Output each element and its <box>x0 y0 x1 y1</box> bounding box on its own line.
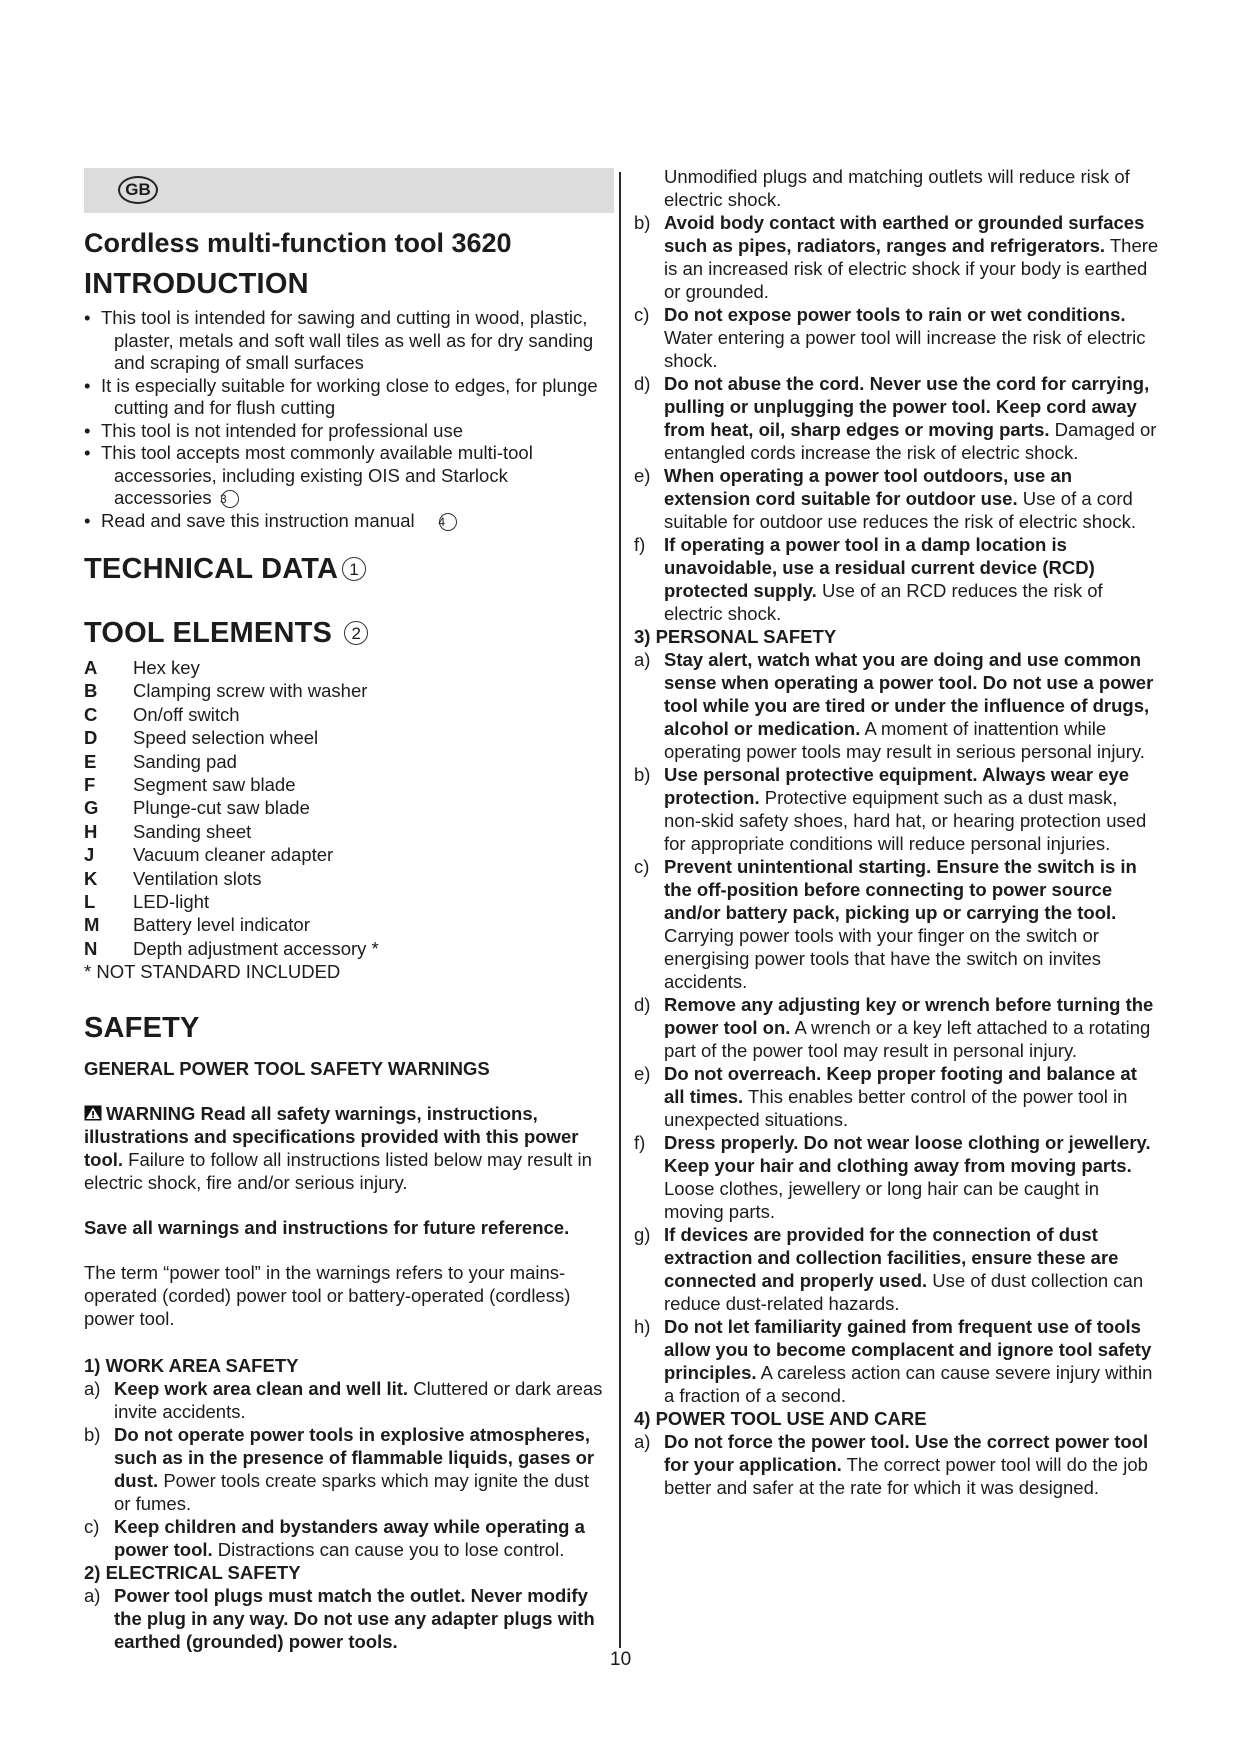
language-badge: GB <box>118 176 158 204</box>
save-instructions: Save all warnings and instructions for future reference. <box>84 1217 570 1239</box>
page-number: 10 <box>610 1649 632 1670</box>
list-item: • This tool is intended for sawing and cutting in wood, plastic, plaster, metals and soft wall tiles as well as for dry sanding and scraping of small surfaces <box>84 307 594 373</box>
left-column <box>84 168 606 1653</box>
technical-data-heading: TECHNICAL DATA 1 <box>84 550 606 588</box>
list-item: • This tool accepts most commonly available multi-tool accessories, including existing OIS and Starlock accessories 3 <box>84 442 533 508</box>
warning-paragraph: WARNING Read all safety warnings, instructions, illustrations and specifications provided with this power tool. Failure to follow all instructions listed below may result in electric shock, fire and/or serious injury. <box>84 1103 592 1194</box>
document-title: Cordless multi-function tool 3620 <box>84 228 512 258</box>
list-item: B Clamping screw with washer <box>84 680 368 702</box>
list-item: c) Do not expose power tools to rain or wet conditions. Water entering a power tool will increase the risk of electric shock. <box>634 304 1146 371</box>
list-item: f) Dress properly. Do not wear loose clothing or jewellery. Keep your hair and clothing away from moving parts. Loose clothes, jewellery or long hair can be caught in moving parts. <box>634 1132 1151 1222</box>
right-column <box>634 165 1159 1499</box>
section-heading: 2) ELECTRICAL SAFETY <box>84 1562 301 1584</box>
list-item: d) Do not abuse the cord. Never use the cord for carrying, pulling or unplugging the power tool. Keep cord away from heat, oil, sharp edges or moving parts. Damaged or entangled cords increase the risk of electric shock. <box>634 373 1157 463</box>
list-item: C On/off switch <box>84 703 240 725</box>
list-item: d) Remove any adjusting key or wrench before turning the power tool on. A wrench or a key left attached to a rotating part of the power tool may result in personal injury. <box>634 994 1154 1061</box>
tool-elements-list <box>84 656 606 960</box>
list-item: e) Do not overreach. Keep proper footing and balance at all times. This enables better control of the power tool in unexpected situations. <box>634 1063 1137 1130</box>
figure-ref-3: 3 <box>221 490 239 508</box>
section-heading: 1) WORK AREA SAFETY <box>84 1355 299 1377</box>
figure-ref-4: 4 <box>439 513 457 531</box>
figure-ref-2: 2 <box>344 621 368 645</box>
list-item: b) Use personal protective equipment. Always wear eye protection. Protective equipment such as a dust mask, non-skid safety shoes, hard hat, or hearing protection used for appropriate conditions will reduce personal injuries. <box>634 764 1147 854</box>
list-item: M Battery level indicator <box>84 914 310 936</box>
list-item: G Plunge-cut saw blade <box>84 797 310 819</box>
list-item: A Hex key <box>84 657 200 678</box>
column-divider <box>619 172 621 1648</box>
list-item: b) Avoid body contact with earthed or grounded surfaces such as pipes, radiators, ranges and refrigerators. There is an increased risk of electric shock if your body is earthed or grounded. <box>634 212 1159 302</box>
list-item: N Depth adjustment accessory * <box>84 937 379 959</box>
list-item: E Sanding pad <box>84 750 237 772</box>
list-item: K Ventilation slots <box>84 867 262 889</box>
list-item: F Segment saw blade <box>84 774 296 796</box>
list-item: • This tool is not intended for professional use <box>84 419 463 441</box>
section-heading: 3) PERSONAL SAFETY <box>634 626 837 647</box>
list-item: e) When operating a power tool outdoors, use an extension cord suitable for outdoor use. Use of a cord suitable for outdoor use reduces the risk of electric shock. <box>634 465 1136 532</box>
introduction-list <box>84 307 606 532</box>
list-item: c) Keep children and bystanders away while operating a power tool. Distractions can cause you to lose control. <box>84 1516 585 1561</box>
list-item: c) Prevent unintentional starting. Ensure the switch is in the off-position before connecting to power source and/or battery pack, picking up or carrying the tool. Carrying power tools with your finger on the switch or energising power tools that have the switch on invites accidents. <box>634 856 1137 992</box>
list-item: h) Do not let familiarity gained from frequent use of tools allow you to become complacent and ignore tool safety principles. A careless action can cause severe injury within a fraction of a second. <box>634 1316 1153 1406</box>
figure-ref-1: 1 <box>342 557 366 581</box>
language-bar <box>84 168 614 213</box>
list-item: b) Do not operate power tools in explosive atmospheres, such as in the presence of flammable liquids, gases or dust. Power tools create sparks which may ignite the dust or fumes. <box>84 1424 595 1515</box>
safety-subheading: GENERAL POWER TOOL SAFETY WARNINGS <box>84 1058 490 1080</box>
list-item: • Read and save this instruction manual 4 <box>84 510 606 533</box>
section-heading: 4) POWER TOOL USE AND CARE <box>634 1408 927 1429</box>
list-item: f) If operating a power tool in a damp location is unavoidable, use a residual current device (RCD) protected supply. Use of an RCD reduces the risk of electric shock. <box>634 534 1103 624</box>
list-item: g) If devices are provided for the connection of dust extraction and collection facilities, ensure these are connected and properly used. Use of dust collection can reduce dust-related hazards. <box>634 1224 1144 1314</box>
continuation-text: Unmodified plugs and matching outlets will reduce risk of electric shock. <box>664 166 1130 210</box>
term-paragraph: The term “power tool” in the warnings refers to your mains-operated (corded) power tool or battery-operated (cordless) power tool. <box>84 1262 571 1330</box>
introduction-heading: INTRODUCTION <box>84 268 309 300</box>
list-item: a) Power tool plugs must match the outlet. Never modify the plug in any way. Do not use any adapter plugs with earthed (grounded) power tools. <box>84 1585 595 1653</box>
list-item: • It is especially suitable for working close to edges, for plunge cutting and for flush cutting <box>84 374 598 418</box>
list-item: H Sanding sheet <box>84 820 252 842</box>
safety-heading: SAFETY <box>84 1012 200 1045</box>
footnote: * NOT STANDARD INCLUDED <box>84 961 341 983</box>
tool-elements-heading: TOOL ELEMENTS 2 <box>84 614 606 652</box>
list-item: D Speed selection wheel <box>84 727 319 749</box>
list-item: J Vacuum cleaner adapter <box>84 844 334 866</box>
list-item: a) Do not force the power tool. Use the correct power tool for your application. The correct power tool will do the job better and safer at the rate for which it was designed. <box>634 1431 1149 1498</box>
list-item: a) Keep work area clean and well lit. Cluttered or dark areas invite accidents. <box>84 1378 603 1423</box>
list-item: a) Stay alert, watch what you are doing and use common sense when operating a power tool. Do not use a power tool while you are tired or under the influence of drugs, alcohol or medication. A moment of inattention while operating power tools may result in serious personal injury. <box>634 649 1154 762</box>
warning-icon <box>84 1105 102 1121</box>
list-item: L LED-light <box>84 891 210 913</box>
